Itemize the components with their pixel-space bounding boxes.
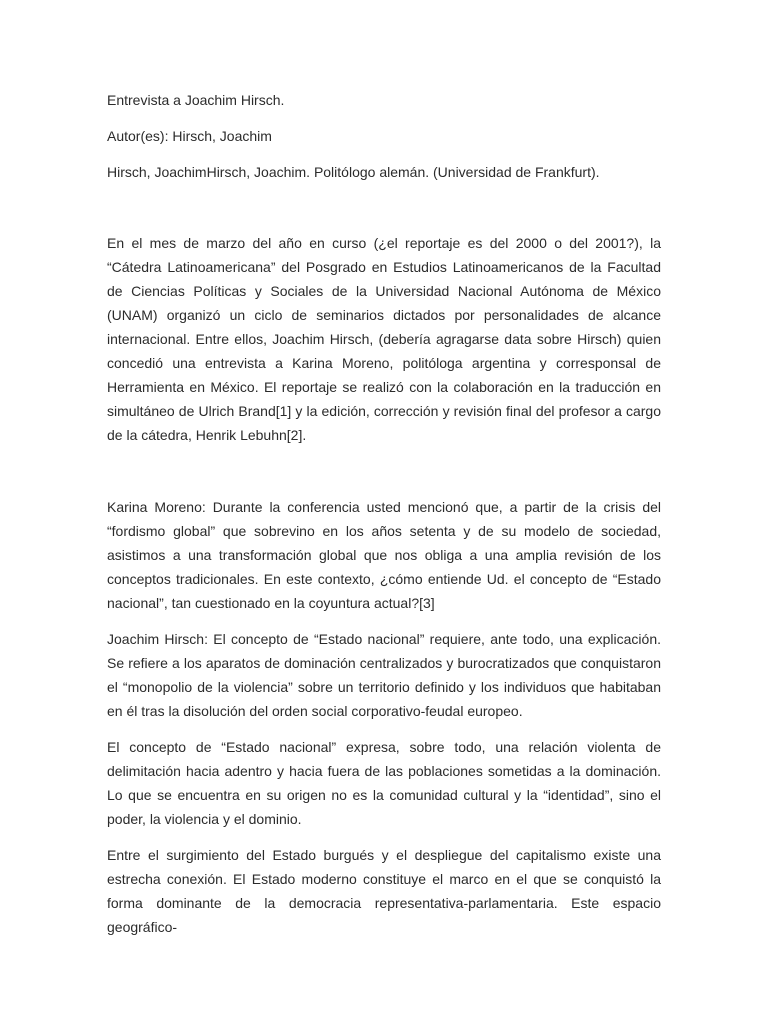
document-page	[107, 88, 661, 939]
interview-answer-paragraph: Joachim Hirsch: El concepto de “Estado nacional” requiere, ante todo, una explicación. Se refiere a los aparatos de dominación centralizados y burocratizados que conquistaron el “monopolio de la violencia” sobre un territorio definido y los individuos que habitaban en él tras la disolución del orden social corporativo-feudal europeo.	[107, 631, 661, 719]
answer-paragraph-3: Entre el surgimiento del Estado burgués y el despliegue del capitalismo existe una estrecha conexión. El Estado moderno constituye el marco en el que se conquistó la forma dominante de la democracia representativa-parlamentaria. Este espacio geográfico-	[107, 847, 661, 935]
document-title: Entrevista a Joachim Hirsch.	[107, 92, 285, 108]
interview-question-paragraph: Karina Moreno: Durante la conferencia usted mencionó que, a partir de la crisis del “fordismo global” que sobrevino en los años setenta y de su modelo de sociedad, asistimos a una transformación global que nos obliga a una amplia revisión de los conceptos tradicionales. En este contexto, ¿cómo entiende Ud. el concepto de “Estado nacional”, tan cuestionado en la coyuntura actual?[3]	[107, 499, 661, 611]
answer-paragraph-2: El concepto de “Estado nacional” expresa, sobre todo, una relación violenta de delimitación hacia adentro y hacia fuera de las poblaciones sometidas a la dominación. Lo que se encuentra en su origen no es la comunidad cultural y la “identidad”, sino el poder, la violencia y el dominio.	[107, 739, 661, 827]
author-note: Hirsch, JoachimHirsch, Joachim. Politólogo alemán. (Universidad de Frankfurt).	[107, 164, 600, 180]
intro-paragraph: En el mes de marzo del año en curso (¿el reportaje es del 2000 o del 2001?), la “Cátedra Latinoamericana” del Posgrado en Estudios Latinoamericanos de la Facultad de Ciencias Políticas y Sociales de la Universidad Nacional Autónoma de México (UNAM) organizó un ciclo de seminarios dictados por personalidades de alcance internacional. Entre ellos, Joachim Hirsch, (debería agragarse data sobre Hirsch) quien concedió una entrevista a Karina Moreno, politóloga argentina y corresponsal de Herramienta en México. El reportaje se realizó con la colaboración en la traducción en simultáneo de Ulrich Brand[1] y la edición, corrección y revisión final del profesor a cargo de la cátedra, Henrik Lebuhn[2].	[107, 235, 661, 443]
authors-line: Autor(es): Hirsch, Joachim	[107, 128, 272, 144]
